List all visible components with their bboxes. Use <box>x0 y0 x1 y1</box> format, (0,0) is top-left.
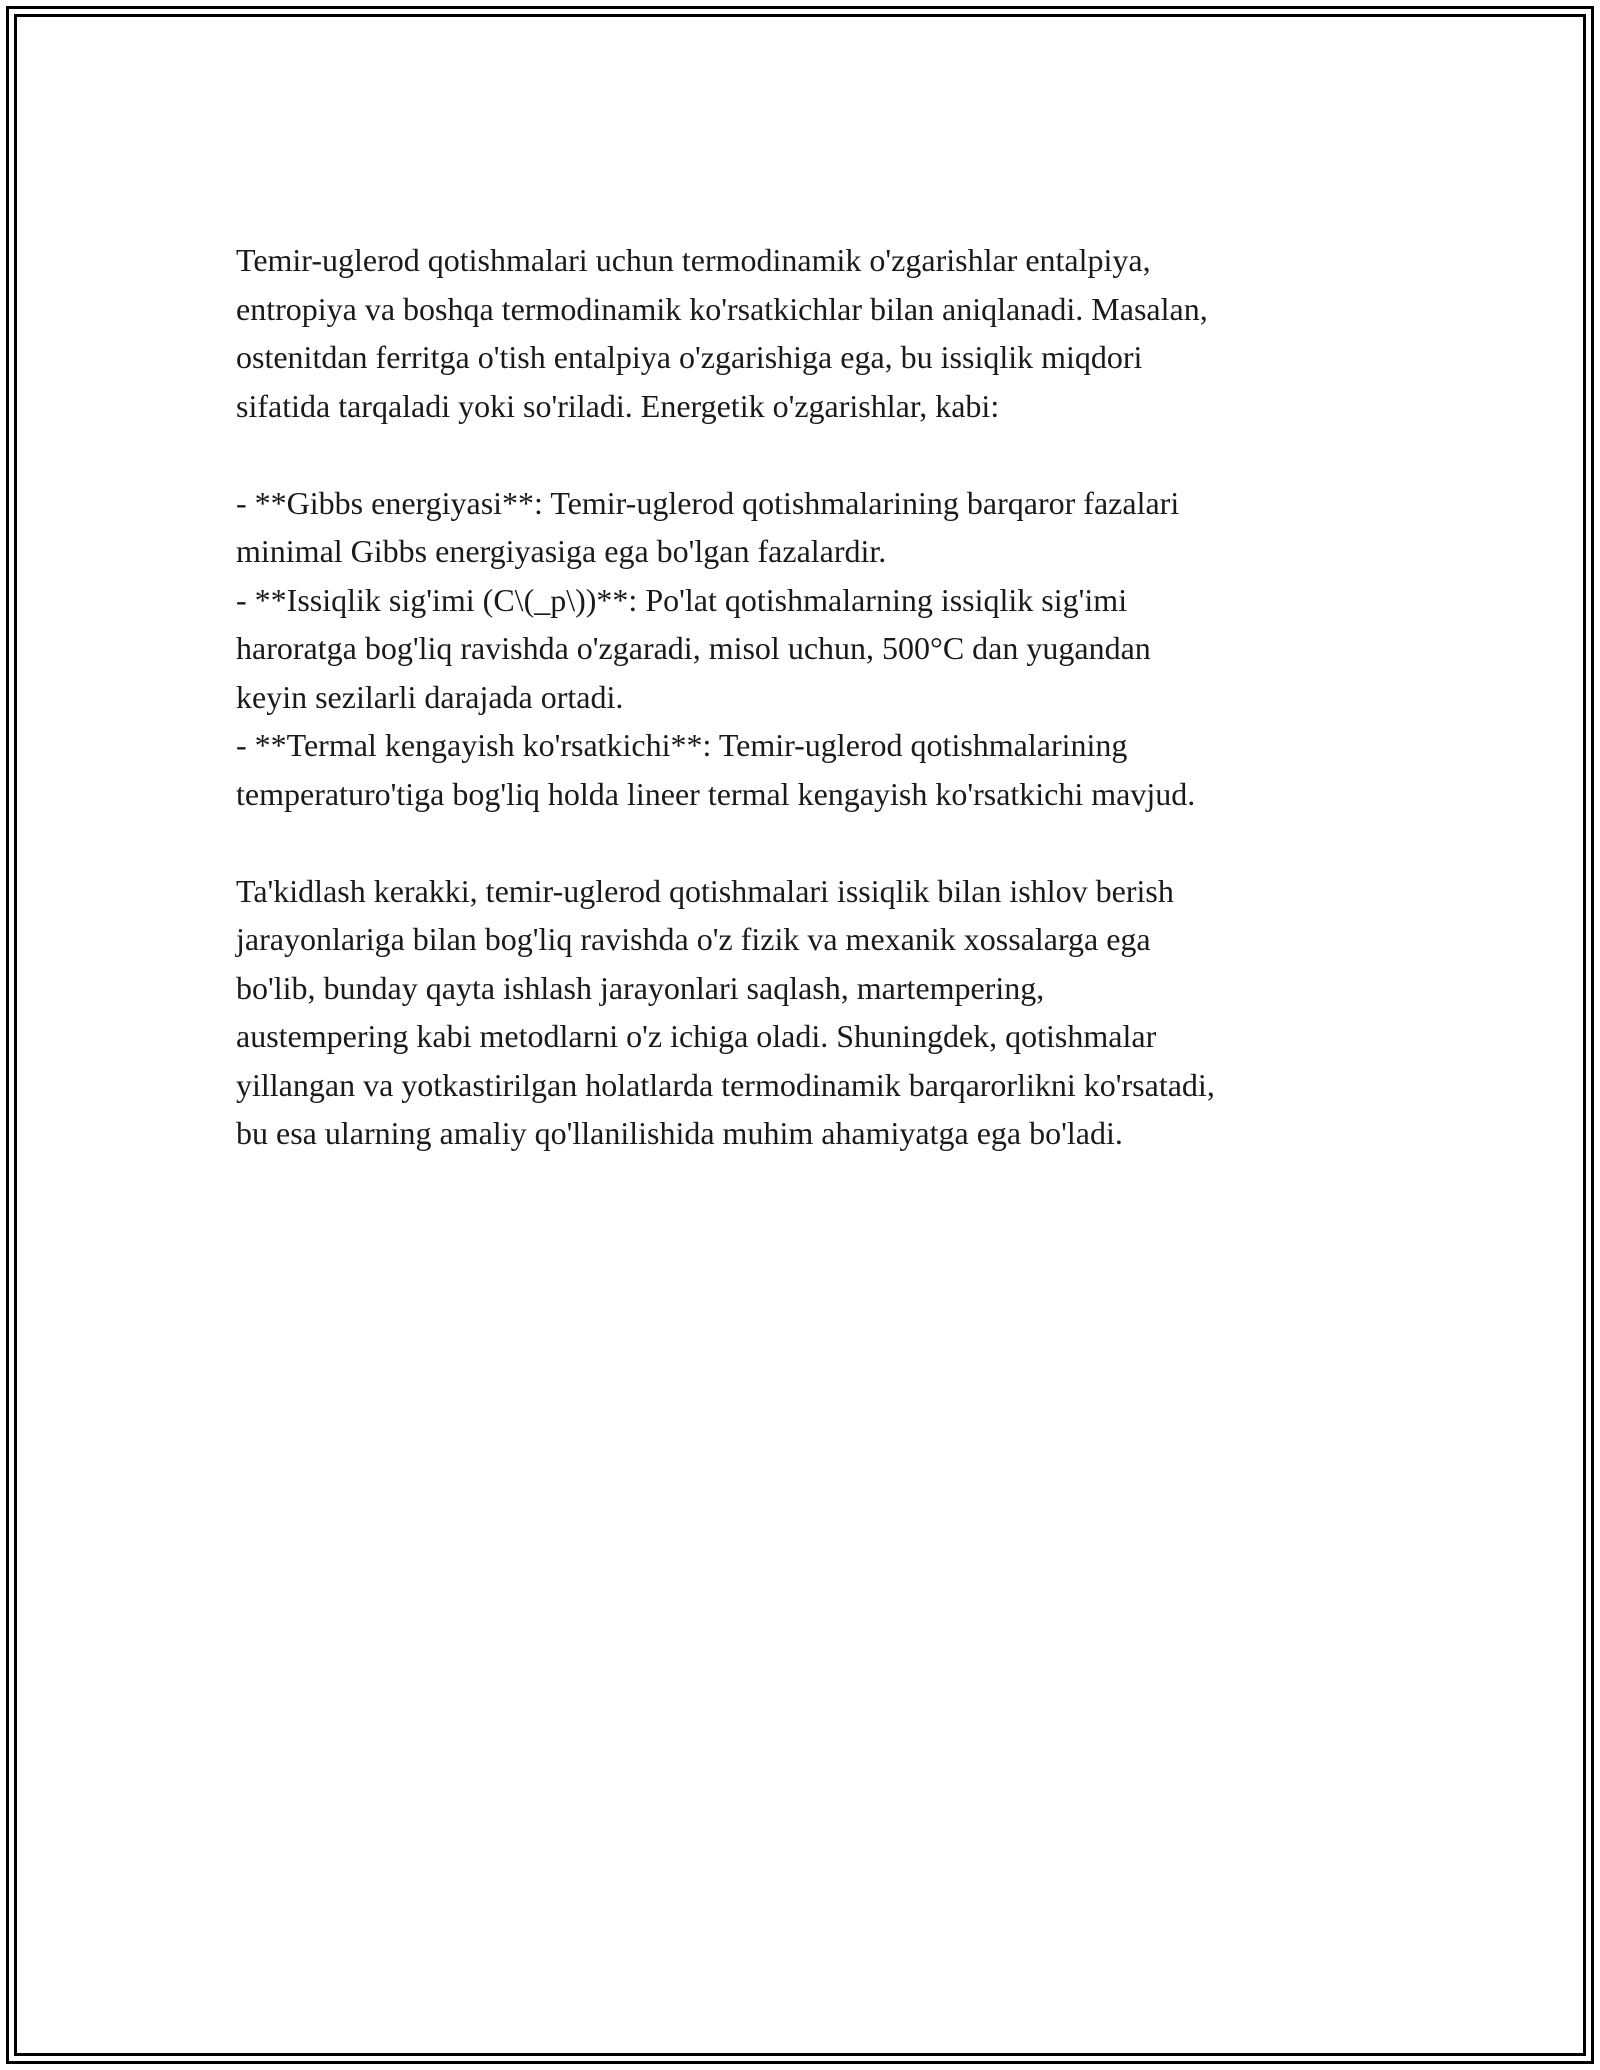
document-body <box>236 236 1376 1158</box>
paragraph-spacer <box>236 430 1376 479</box>
paragraph-thermodynamic-changes: Temir-uglerod qotishmalari uchun termodinamik o'zgarishlar entalpiya, entropiya va boshqa termodinamik ko'rsatkichlar bilan aniqlanadi. Masalan, ostenitdan ferritga o'tish entalpiya o'zgarishiga ega, bu issiqlik miqdori sifatida tarqaladi yoki so'riladi. Energetik o'zgarishlar, kabi: <box>236 242 1208 424</box>
paragraph-spacer <box>236 818 1376 867</box>
paragraph-heat-treatment: Ta'kidlash kerakki, temir-uglerod qotishmalari issiqlik bilan ishlov berish jarayonlariga bilan bog'liq ravishda o'z fizik va mexanik xossalarga ega bo'lib, bunday qayta ishlash jarayonlari saqlash, martempering, austempering kabi metodlarni o'z ichiga oladi. Shuningdek, qotishmalar yillangan va yotkastirilgan holatlarda termodinamik barqarorlikni ko'rsatadi, bu esa ularning amaliy qo'llanilishida muhim ahamiyatga ega bo'ladi. <box>236 872 1215 1151</box>
paragraph-energy-list: - **Gibbs energiyasi**: Temir-uglerod qotishmalarining barqaror fazalari minimal Gibbs energiyasiga ega bo'lgan fazalardir. - **Issiqlik sig'imi (C\(_p\))**: Po'lat qotishmalarning issiqlik sig'imi haroratga bog'liq ravishda o'zgaradi, misol uchun, 500°C dan yugandan keyin sezilarli darajada ortadi. - **Termal kengayish ko'rsatkichi**: Temir-uglerod qotishmalarining temperaturo'tiga bog'liq holda lineer termal kengayish ko'rsatkichi mavjud. <box>236 484 1196 812</box>
